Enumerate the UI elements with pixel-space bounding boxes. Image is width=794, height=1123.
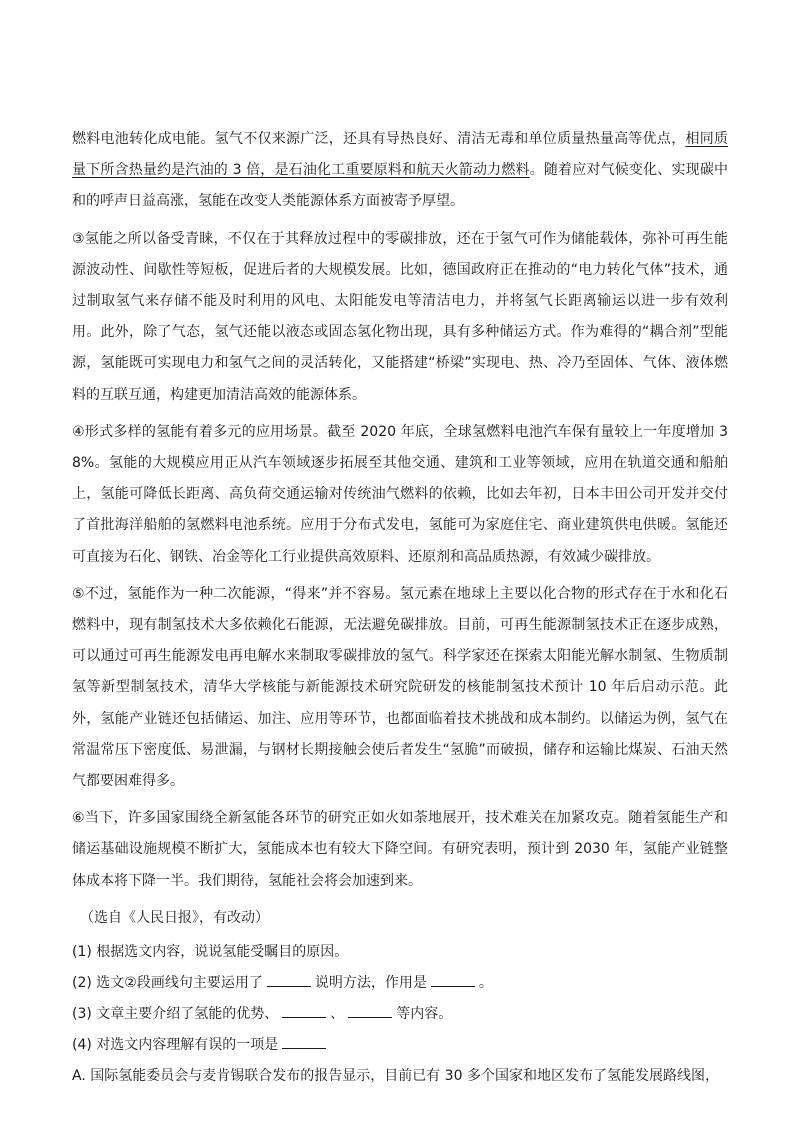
answer-blank[interactable] <box>267 970 311 987</box>
underlined-sentence: 相同质量下所含热量约是汽油的 3 倍，是石油化工重要原料和航天火箭动力燃料 <box>72 131 729 179</box>
question-3-text-a: (3) 文章主要介绍了氢能的优势、 <box>72 1006 279 1023</box>
question-2-text-c: 。 <box>478 975 493 992</box>
paragraph-2-text-before: 燃料电池转化成电能。氢气不仅来源广泛，还具有导热良好、清洁无毒和单位质量热量高等优点， <box>72 131 686 147</box>
question-2-text-b: 说明方法，作用是 <box>314 975 427 992</box>
answer-blank[interactable] <box>282 1032 326 1049</box>
paragraph-3: ③氢能之所以备受青睐，不仅在于其释放过程中的零碳排放，还在于氢气可作为储能载体，弥补可再生能源波动性、间歇性等短板，促进后者的大规模发展。比如，德国政府正在推动的“电力转化气体”技术，通过制取氢气来存储不能及时利用的风电、太阳能发电等清洁电力，并将氢气长距离输运以进一步有效利用。此外，除了气态，氢气还能以液态或固态氢化物出现，具有多种储运方式。作为难得的“耦合剂”型能源，氢能既可实现电力和氢气之间的灵活转化，又能搭建“桥梁”实现电、热、冷乃至固体、气体、液体燃料的互联互通，构建更加清洁高效的能源体系。 <box>72 230 728 403</box>
question-1: (1) 根据选文内容，说说氢能受瞩目的原因。 <box>72 944 349 961</box>
question-3-text-c: 等内容。 <box>396 1006 453 1023</box>
question-3-text-b: 、 <box>330 1006 345 1023</box>
article-body <box>72 124 728 1090</box>
paragraph-2-text-after: 。随着应对气候变化、实现碳中和的呼声日益高涨，氢能在改变人类能源体系方面被寄予厚望。 <box>72 162 729 210</box>
question-4-text: (4) 对选文内容理解有误的一项是 <box>72 1037 279 1054</box>
paragraph-2-continued <box>72 124 728 218</box>
article-source: （选自《人民日报》，有改动） <box>80 909 269 926</box>
paragraph-4: ④形式多样的氢能有着多元的应用场景。截至 2020 年底，全球氢燃料电池汽车保有量较上一年度增加 38%。氢能的大规模应用正从汽车领域逐步拓展至其他交通、建筑和工业等领域，应用在轨道交通和船舶上，氢能可降低长距离、高负荷交通运输对传统油气燃料的依赖，比如去年初，日本丰田公司开发并交付了首批海洋船舶的氢燃料电池系统。应用于分布式发电，氢能可为家庭住宅、商业建筑供电供暖。氢能还可直接为石化、钢铁、冶金等化工行业提供高效原料、还原剂和高品质热源，有效减少碳排放。 <box>72 423 728 565</box>
answer-blank[interactable] <box>348 1001 392 1018</box>
question-3 <box>72 1000 728 1028</box>
answer-blank[interactable] <box>282 1001 326 1018</box>
paragraph-6: ⑥当下，许多国家围绕全新氢能各环节的研究正如火如荼地展开，技术难关在加紧攻克。随着氢能生产和储运基础设施规模不断扩大，氢能成本也有较大下降空间。有研究表明，预计到 2030 年，氢能产业链整体成本将下降一半。我们期待，氢能社会将会加速到来。 <box>72 810 728 889</box>
paragraph-5: ⑤不过，氢能作为一种二次能源，“得来”并不容易。氢元素在地球上主要以化合物的形式存在于水和化石燃料中，现有制氢技术大多依赖化石能源，无法避免碳排放。目前，可再生能源制氢技术正在逐步成熟，可以通过可再生能源发电再电解水来制取零碳排放的氢气。科学家还在探索太阳能光解水制氢、生物质制氢等新型制氢技术，清华大学核能与新能源技术研究院研发的核能制氢技术预计 10 年后启动示范。此外，氢能产业链还包括储运、加注、应用等环节，也都面临着技术挑战和成本制约。以储运为例，氢气在常温常压下密度低、易泄漏，与钢材长期接触会使后者发生“氢脆”而破损，储存和运输比煤炭、石油天然气都要困难得多。 <box>72 585 728 790</box>
question-2-text-a: (2) 选文②段画线句主要运用了 <box>72 975 263 992</box>
question-2 <box>72 969 728 997</box>
answer-blank[interactable] <box>431 970 475 987</box>
option-a: A. 国际氢能委员会与麦肯锡联合发布的报告显示，目前已有 30 多个国家和地区发布了氢能发展路线图， <box>72 1068 719 1085</box>
question-4 <box>72 1031 728 1059</box>
